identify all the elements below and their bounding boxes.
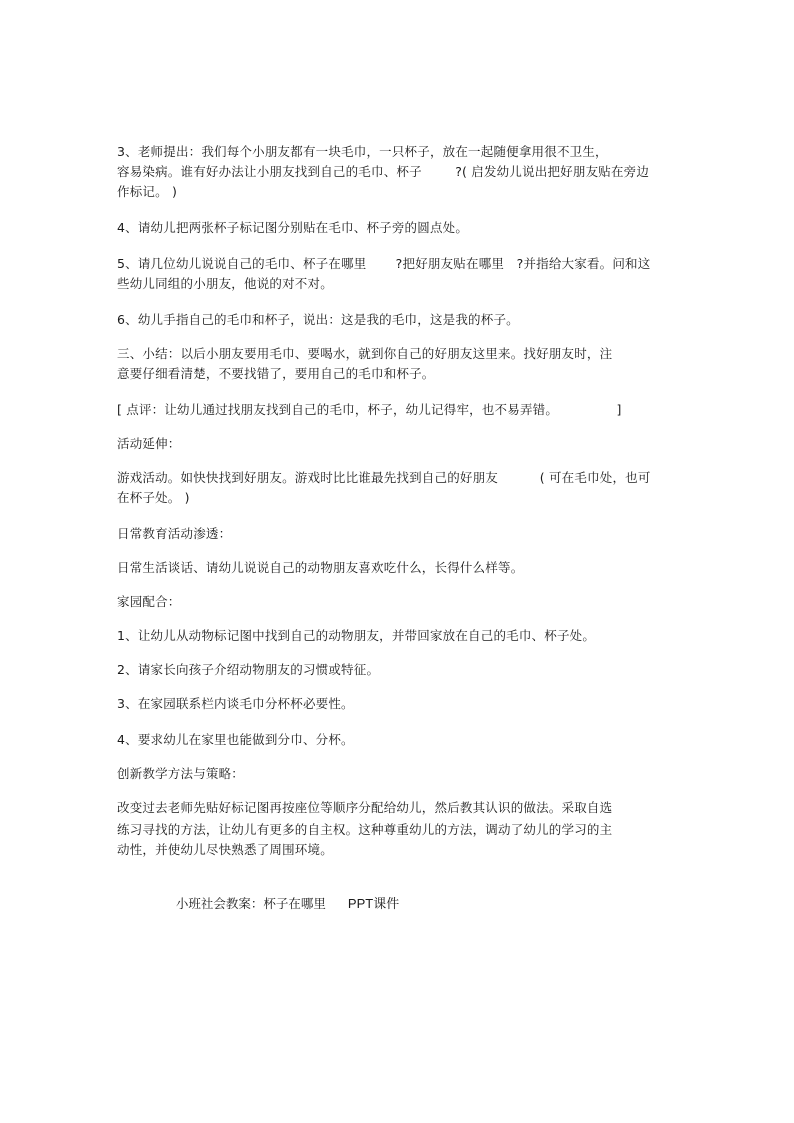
paragraph-line: 4、请幼儿把两张杯子标记图分别贴在毛巾、杯子旁的圆点处。 <box>117 220 469 235</box>
paragraph-line: 3、老师提出：我们每个小朋友都有一块毛巾，一只杯子，放在一起随便拿用很不卫生， <box>117 144 608 159</box>
comment-line: [ 点评：让幼儿通过找朋友找到自己的毛巾，杯子，幼儿记得牢，也不易弄错。 ] <box>117 402 622 417</box>
list-item: 4、要求幼儿在家里也能做到分巾、分杯。 <box>117 732 354 747</box>
footer-title: 小班社会教案：杯子在哪里 <box>175 896 326 911</box>
paragraph-line: 动性，并使幼儿尽快熟悉了周围环境。 <box>117 842 333 857</box>
list-item: 3、在家园联系栏内谈毛巾分杯杯必要性。 <box>117 696 354 711</box>
paragraph-line: 些幼儿同组的小朋友，他说的对不对。 <box>117 276 333 291</box>
section-heading: 创新教学方法与策略： <box>117 766 245 781</box>
paragraph-line: 意要仔细看清楚，不要找错了，要用自己的毛巾和杯子。 <box>117 366 435 381</box>
list-item: 2、请家长向孩子介绍动物朋友的习惯或特征。 <box>117 662 380 677</box>
paragraph-line: 作标记。 ) <box>117 184 178 199</box>
section-heading: 活动延伸： <box>117 436 181 451</box>
paragraph-line: 5、请几位幼儿说说自己的毛巾、杯子在哪里 ?把好朋友贴在哪里 ?并指给大家看。问和这 <box>117 256 651 271</box>
paragraph-line: 三、小结：以后小朋友要用毛巾、要喝水，就到你自己的好朋友这里来。找好朋友时，注 <box>117 346 613 361</box>
paragraph-line: 6、幼儿手指自己的毛巾和杯子，说出：这是我的毛巾，这是我的杯子。 <box>117 312 519 327</box>
paragraph-line: 容易染病。谁有好办法让小朋友找到自己的毛巾、杯子 ?( 启发幼儿说出把好朋友贴在旁边 <box>117 164 650 179</box>
section-heading: 日常教育活动渗透： <box>117 526 232 541</box>
paragraph-line: 日常生活谈话、请幼儿说说自己的动物朋友喜欢吃什么，长得什么样等。 <box>117 560 524 575</box>
paragraph-line: 练习寻找的方法，让幼儿有更多的自主权。这种尊重幼儿的方法，调动了幼儿的学习的主 <box>117 822 613 837</box>
paragraph-line: 在杯子处。 ) <box>117 490 190 505</box>
footer-suffix: PPT课件 <box>347 896 400 911</box>
list-item: 1、让幼儿从动物标记图中找到自己的动物朋友，并带回家放在自己的毛巾、杯子处。 <box>117 628 596 643</box>
paragraph-line: 改变过去老师先贴好标记图再按座位等顺序分配给幼儿，然后教其认识的做法。采取自选 <box>117 800 613 815</box>
paragraph-line: 游戏活动。如快快找到好朋友。游戏时比比谁最先找到自己的好朋友 ( 可在毛巾处，也可 <box>117 470 651 485</box>
document-footer <box>160 877 399 931</box>
section-heading: 家园配合： <box>117 594 181 609</box>
